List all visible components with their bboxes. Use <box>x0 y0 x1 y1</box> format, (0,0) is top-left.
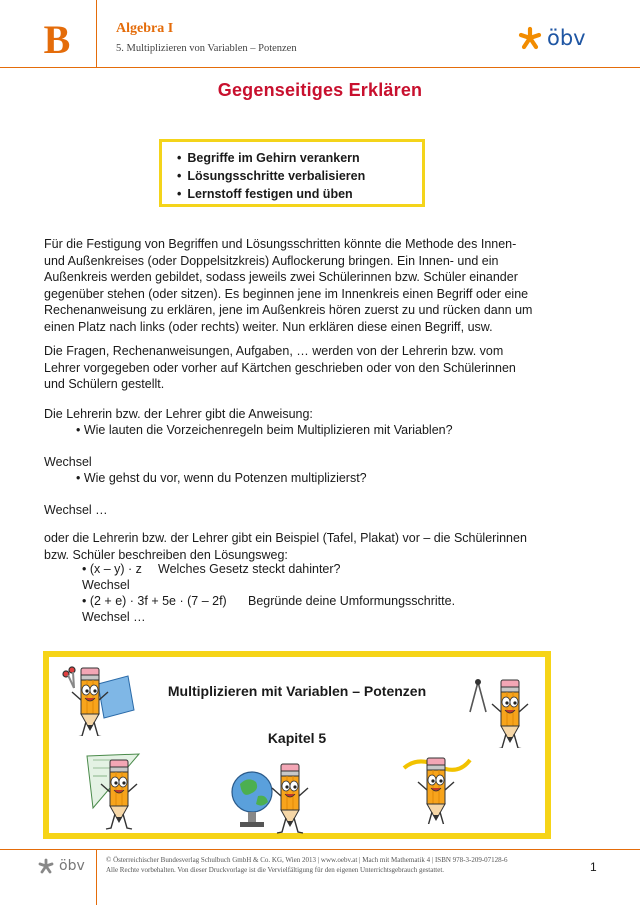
rights-line: Alle Rechte vorbehalten. Von dieser Druckvorlage ist die Vervielfältigung für den eigenen Unterrichtsgebrauch gestattet. <box>106 865 445 874</box>
pencil-measuring-tape-icon <box>398 752 478 824</box>
obv-asterisk-logo-icon <box>38 858 54 874</box>
example-expression: • (x – y) · z <box>82 562 142 576</box>
pencil-triangle-icon <box>83 750 153 830</box>
text-line: oder die Lehrerin bzw. der Lehrer gibt ein Beispiel (Tafel, Plakat) vor – die Schülerinnen <box>44 531 527 545</box>
text-line: und Schülern gestellt. <box>44 377 165 391</box>
text-line: bzw. Schüler beschreiben den Lösungsweg: <box>44 547 288 562</box>
wechsel-label: Wechsel <box>82 578 130 592</box>
question-item: • Wie gehst du vor, wenn du Potenzen multiplizierst? <box>76 471 367 485</box>
copyright-notice <box>106 856 566 875</box>
wechsel-label: Wechsel <box>44 455 92 469</box>
obv-asterisk-logo-icon <box>518 26 542 50</box>
section-letter: B <box>43 17 71 62</box>
goal-item: • Lernstoff festigen und üben <box>177 185 422 203</box>
pencil-globe-icon <box>228 762 314 834</box>
paragraph-questions <box>44 343 604 393</box>
text-line: gegenüber stehen (oder sitzen). Es beginnen jene im Innenkreis einen Begriff oder eine <box>44 286 529 301</box>
example-expression: • (2 + e) · 3f + 5e · (7 – 2f) <box>82 594 227 608</box>
copyright-line: © Österreichischer Bundesverlag Schulbuch GmbH & Co. KG, Wien 2013 | www.oebv.at | Mach mit Mathematik 4 | ISBN 978-3-209-07128-6 <box>106 856 508 864</box>
footer-logo-text: öbv <box>59 858 85 874</box>
publisher-logo <box>518 26 586 50</box>
question-item: • Wie lauten die Vorzeichenregeln beim Multiplizieren mit Variablen? <box>76 423 453 437</box>
paragraph-method <box>44 236 604 335</box>
text-line: und Außenkreises (oder Doppelsitzkreis) Auflockerung bringen. Ein Innen- und ein <box>44 253 499 268</box>
logo-text: öbv <box>547 26 586 50</box>
example-question: Begründe deine Umformungsschritte. <box>248 594 456 608</box>
chapter-title: 5. Multiplizieren von Variablen – Potenzen <box>116 43 297 54</box>
page-title: Gegenseitiges Erklären <box>217 80 423 100</box>
pencil-compass-icon <box>466 676 536 748</box>
chapter-card-number: Kapitel 5 <box>267 730 327 746</box>
text-line: Die Fragen, Rechenanweisungen, Aufgaben, … werden von der Lehrerin bzw. vom <box>44 344 504 358</box>
goal-item: • Lösungsschritte verbalisieren <box>177 167 422 185</box>
instruction-line: Die Lehrerin bzw. der Lehrer gibt die Anweisung: <box>44 407 313 421</box>
paragraph-example <box>44 530 604 563</box>
chapter-card-title: Multiplizieren mit Variablen – Potenzen <box>167 683 427 699</box>
text-line: Lehrer vorgegeben oder vorher auf Kärtchen geschrieben oder von den Schülerinnen <box>44 360 516 375</box>
text-line: Für die Festigung von Begriffen und Lösungsschritten könnte die Methode des Innen- <box>44 237 517 251</box>
pencil-scissors-paper-icon <box>58 664 138 736</box>
text-line: Außenkreis werden gebildet, sodass jeweils zwei Schülerinnen bzw. Schüler einander <box>44 270 518 284</box>
example-question: Welches Gesetz steckt dahinter? <box>158 562 341 576</box>
text-line: einen Platz nach links (oder rechts) weiter. Nun erklären diese einen Begriff, usw. <box>44 319 493 334</box>
header-subtitle <box>116 20 297 57</box>
text-line: Rechenanweisung zu erklären, jene im Außenkreis hören zuerst zu und rücken dann um <box>44 303 533 317</box>
footer-divider-vertical <box>96 849 97 905</box>
header-divider-vertical <box>96 0 97 68</box>
goals-box <box>159 139 425 207</box>
wechsel-label: Wechsel … <box>82 610 146 624</box>
header-divider-horizontal <box>0 67 640 68</box>
footer-publisher-logo <box>38 858 85 874</box>
wechsel-label: Wechsel … <box>44 503 108 517</box>
page-number: 1 <box>590 860 597 874</box>
book-title: Algebra I <box>116 21 174 36</box>
goal-item: • Begriffe im Gehirn verankern <box>177 149 422 167</box>
